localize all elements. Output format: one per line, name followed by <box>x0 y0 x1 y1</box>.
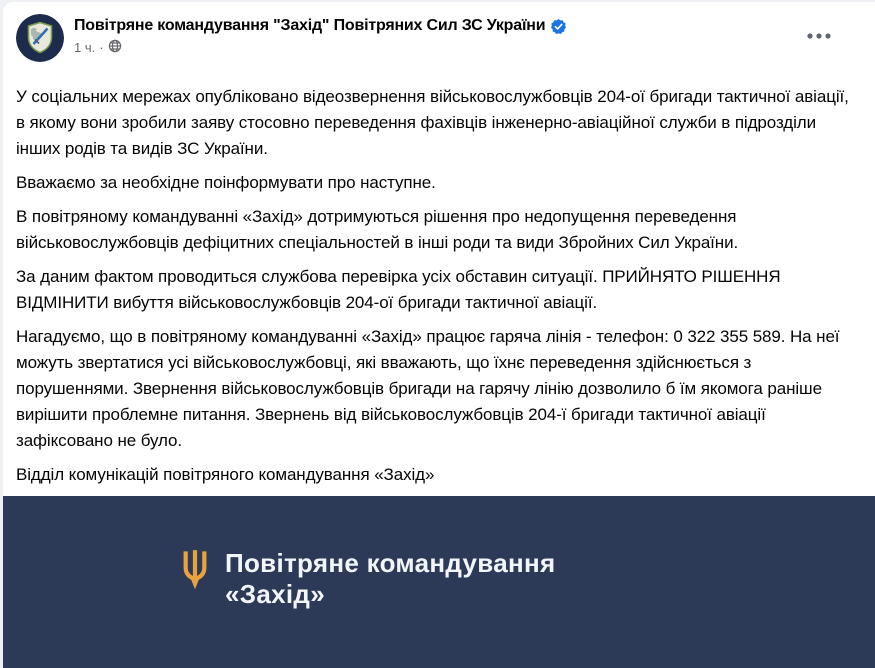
post-attached-image[interactable] <box>3 496 875 668</box>
post-paragraph-6: Відділ комунікацій повітряного командування «Захід» <box>16 465 435 484</box>
more-options-button[interactable] <box>800 26 838 46</box>
facebook-post-card <box>3 2 875 668</box>
globe-privacy-icon <box>108 39 122 56</box>
post-header-text <box>74 14 566 56</box>
image-caption-line2: «Захід» <box>225 579 325 609</box>
image-brand-block <box>181 548 555 610</box>
image-caption <box>225 548 555 610</box>
post-text <box>16 84 859 488</box>
post-paragraph-3: В повітряному командуванні «Захід» дотримуються рішення про недопущення переведення військовослужбовців дефіцитних спеціальностей в інші роди та види Збройних Сил України. <box>16 207 739 252</box>
unit-shield-emblem-icon <box>16 14 64 62</box>
post-paragraph-2: Вважаємо за необхідне поінформувати про наступне. <box>16 173 436 192</box>
post-meta <box>74 39 566 56</box>
page-avatar[interactable] <box>16 14 64 62</box>
post-paragraph-4: За даним фактом проводиться службова перевірка усіх обставин ситуації. ПРИЙНЯТО РІШЕННЯ ВІДМІНИТИ вибуття військовослужбовців 204-ої бригади тактичної авіації. <box>16 267 781 312</box>
verified-badge-icon <box>551 19 566 34</box>
post-paragraph-1: У соціальних мережах опубліковано відеозвернення військовослужбовців 204-ої бригади тактичної авіації, в якому вони зробили заяву стосовно переведення фахівців інженерно-авіаційної служби в підрозділи інших родів та видів ЗС України. <box>16 87 849 158</box>
image-caption-line1: Повітряне командування <box>225 548 556 578</box>
post-paragraph-5: Нагадуємо, що в повітряному командуванні «Захід» працює гаряча лінія - телефон: 0 322 355 589. На неї можуть звертатися усі військовослужбовці, які вважають, що їхнє переведення здійснюється з порушеннями. Звернення військовослужбовців бригади на гарячу лінію дозволило б їм якомога раніше вирішити проблемне питання. Звернень від військовослужбовців 204-ї бригади тактичної авіації зафіксовано не було. <box>16 327 840 450</box>
post-timestamp[interactable]: 1 ч. <box>74 40 96 55</box>
ellipsis-icon <box>806 32 832 40</box>
meta-separator: · <box>99 40 104 55</box>
page-name-link[interactable]: Повітряне командування "Захід" Повітряних Сил ЗС України <box>74 17 546 34</box>
post-header <box>3 2 875 62</box>
trident-icon <box>181 550 209 590</box>
